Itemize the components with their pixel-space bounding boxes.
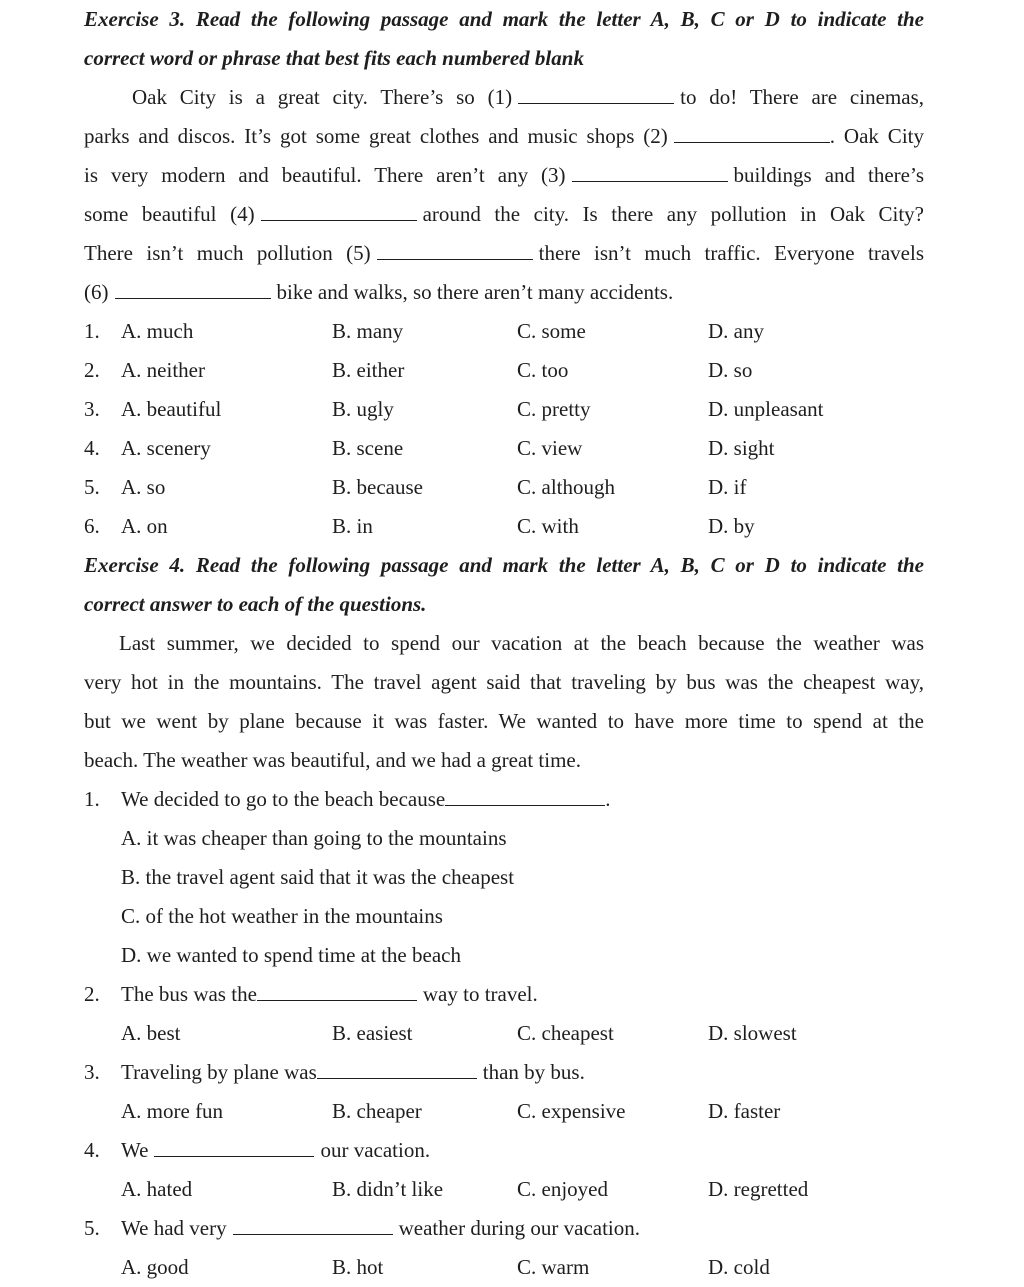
question-number: 5.	[84, 1216, 100, 1240]
option-a[interactable]: A. best	[121, 1021, 181, 1045]
ex4-passage-line-4: beach. The weather was beautiful, and we had a great time.	[84, 748, 581, 772]
answer-blank[interactable]	[257, 978, 417, 1001]
ex3-passage-line-6	[84, 273, 924, 312]
option-b[interactable]: B. many	[332, 319, 404, 343]
answer-blank[interactable]	[154, 1134, 314, 1157]
answer-blank-5[interactable]	[377, 237, 533, 260]
question-end: our vacation.	[320, 1138, 431, 1162]
ex3-passage-text: around the city. Is there any pollution in Oak City?	[422, 202, 924, 226]
question-number: 2.	[84, 982, 100, 1006]
exercise3-heading-line1: Exercise 3. Read the following passage and mark the letter A, B, C or D to indicate the	[84, 7, 924, 31]
ex3-passage-line-1	[84, 78, 924, 117]
exercise3-heading-line2: correct word or phrase that best fits each numbered blank	[84, 46, 584, 70]
option-b[interactable]: B. didn’t like	[332, 1177, 444, 1201]
option-b[interactable]: B. ugly	[332, 397, 394, 421]
question-text	[121, 1131, 430, 1170]
option-c[interactable]: C. view	[517, 436, 583, 460]
ex4-passage-line-2: very hot in the mountains. The travel agent said that traveling by bus was the cheapest way,	[84, 670, 924, 694]
question-number: 4.	[84, 436, 100, 460]
ex3-question-row	[84, 390, 924, 429]
question-number: 2.	[84, 358, 100, 382]
ex4-question-4	[84, 1131, 924, 1170]
ex3-question-row	[84, 468, 924, 507]
answer-blank-6[interactable]	[115, 276, 271, 299]
question-end: .	[605, 787, 611, 811]
option-d[interactable]: D. any	[708, 319, 764, 343]
ex3-question-row	[84, 312, 924, 351]
answer-blank-1[interactable]	[518, 81, 674, 104]
option-a[interactable]: A. scenery	[121, 436, 211, 460]
question-end: than by bus.	[482, 1060, 585, 1084]
ex3-passage-text: some beautiful (4)	[84, 202, 255, 226]
option-b[interactable]: B. hot	[332, 1255, 384, 1279]
option-c[interactable]: C. pretty	[517, 397, 591, 421]
question-text	[121, 1209, 640, 1248]
ex4-options-row	[84, 1248, 924, 1287]
question-number: 4.	[84, 1138, 100, 1162]
question-text	[121, 1053, 585, 1092]
ex4-question-3	[84, 1053, 924, 1092]
ex4-passage-line-1: Last summer, we decided to spend our vacation at the beach because the weather was	[119, 631, 924, 655]
ex3-passage-text: parks and discos. It’s got some great clothes and music shops (2)	[84, 124, 668, 148]
ex3-question-row	[84, 429, 924, 468]
ex3-passage-text: buildings and there’s	[733, 163, 924, 187]
option-c[interactable]: C. cheapest	[517, 1021, 614, 1045]
exercise4-heading-line1: Exercise 4. Read the following passage and mark the letter A, B, C or D to indicate the	[84, 553, 924, 577]
option-a[interactable]: A. beautiful	[121, 397, 222, 421]
question-number: 1.	[84, 319, 100, 343]
answer-blank-2[interactable]	[674, 120, 830, 143]
question-text	[121, 780, 611, 819]
option-b[interactable]: B. easiest	[332, 1021, 413, 1045]
question-stem: Traveling by plane was	[121, 1060, 317, 1084]
question-number: 3.	[84, 397, 100, 421]
ex3-passage-text: to do! There are cinemas,	[680, 85, 924, 109]
answer-blank[interactable]	[233, 1212, 393, 1235]
option-a[interactable]: A. so	[121, 475, 166, 499]
option-b[interactable]: B. either	[332, 358, 405, 382]
answer-blank-3[interactable]	[572, 159, 728, 182]
option-a[interactable]: A. much	[121, 319, 194, 343]
question-end: weather during our vacation.	[398, 1216, 641, 1240]
ex3-passage-text: There isn’t much pollution (5)	[84, 241, 371, 265]
ex3-question-row	[84, 507, 924, 546]
question-stem: We	[121, 1138, 149, 1162]
ex3-passage-text: . Oak City	[829, 124, 924, 148]
question-stem: The bus was the	[121, 982, 257, 1006]
option-c[interactable]: C. expensive	[517, 1099, 626, 1123]
ex3-passage-text: bike and walks, so there aren’t many accidents.	[276, 280, 674, 304]
ex3-passage-line-4	[84, 195, 924, 234]
ex3-passage-text: (6)	[84, 280, 109, 304]
answer-blank-4[interactable]	[261, 198, 417, 221]
ex4-options-row	[84, 1170, 924, 1209]
question-number: 1.	[84, 787, 100, 811]
option-d[interactable]: D. we wanted to spend time at the beach	[121, 943, 461, 967]
option-b[interactable]: B. cheaper	[332, 1099, 422, 1123]
option-a[interactable]: A. neither	[121, 358, 205, 382]
option-a[interactable]: A. more fun	[121, 1099, 224, 1123]
ex3-passage-line-2	[84, 117, 924, 156]
question-number: 3.	[84, 1060, 100, 1084]
question-number: 5.	[84, 475, 100, 499]
option-c[interactable]: C. of the hot weather in the mountains	[121, 904, 443, 928]
option-c[interactable]: C. warm	[517, 1255, 590, 1279]
option-d[interactable]: D. slowest	[708, 1021, 797, 1045]
ex4-options-row	[84, 1014, 924, 1053]
exercise4-heading-line2: correct answer to each of the questions.	[84, 592, 427, 616]
option-c[interactable]: C. too	[517, 358, 569, 382]
option-b[interactable]: B. because	[332, 475, 423, 499]
ex3-question-row	[84, 351, 924, 390]
ex3-passage-line-5	[84, 234, 924, 273]
option-d[interactable]: D. by	[708, 514, 755, 538]
option-c[interactable]: C. some	[517, 319, 586, 343]
option-a[interactable]: A. it was cheaper than going to the mountains	[121, 826, 507, 850]
option-c[interactable]: C. enjoyed	[517, 1177, 608, 1201]
option-d[interactable]: D. cold	[708, 1255, 770, 1279]
ex3-passage-text: is very modern and beautiful. There aren’t any (3)	[84, 163, 566, 187]
question-text	[121, 975, 538, 1014]
option-d[interactable]: D. so	[708, 358, 753, 382]
option-d[interactable]: D. regretted	[708, 1177, 809, 1201]
ex4-question-5	[84, 1209, 924, 1248]
option-a[interactable]: A. good	[121, 1255, 189, 1279]
answer-blank[interactable]	[317, 1056, 477, 1079]
option-a[interactable]: A. on	[121, 514, 168, 538]
option-d[interactable]: D. sight	[708, 436, 775, 460]
ex3-passage-text: there isn’t much traffic. Everyone travels	[538, 241, 924, 265]
ex4-options-row	[84, 1092, 924, 1131]
option-d[interactable]: D. unpleasant	[708, 397, 824, 421]
question-stem: We decided to go to the beach because	[121, 787, 446, 811]
ex4-question-1	[84, 780, 924, 819]
option-c[interactable]: C. although	[517, 475, 615, 499]
option-c[interactable]: C. with	[517, 514, 579, 538]
option-d[interactable]: D. faster	[708, 1099, 781, 1123]
question-stem: We had very	[121, 1216, 227, 1240]
option-d[interactable]: D. if	[708, 475, 747, 499]
question-number: 6.	[84, 514, 100, 538]
ex4-question-2	[84, 975, 924, 1014]
option-b[interactable]: B. in	[332, 514, 373, 538]
ex3-passage-line-3	[84, 156, 924, 195]
option-b[interactable]: B. the travel agent said that it was the cheapest	[121, 865, 515, 889]
answer-blank[interactable]	[445, 783, 605, 806]
ex3-passage-text: Oak City is a great city. There’s so (1)	[132, 85, 513, 109]
option-b[interactable]: B. scene	[332, 436, 404, 460]
ex4-passage-line-3: but we went by plane because it was faster. We wanted to have more time to spend at the	[84, 709, 924, 733]
question-end: way to travel.	[422, 982, 538, 1006]
option-a[interactable]: A. hated	[121, 1177, 193, 1201]
